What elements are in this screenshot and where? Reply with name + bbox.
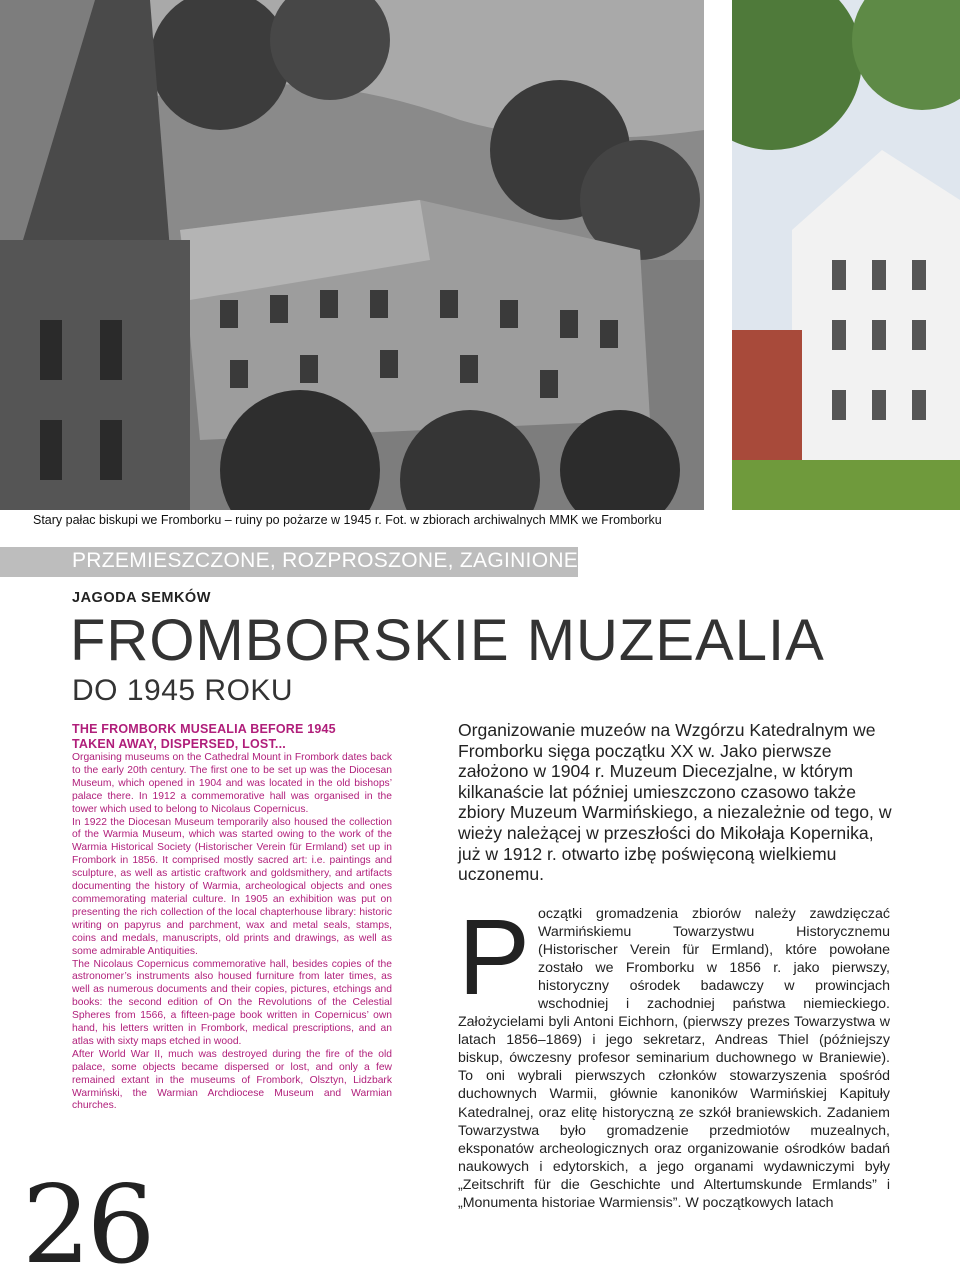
photo-caption: Stary pałac biskupi we Fromborku – ruiny po pożarze w 1945 r. Fot. w zbiorach archiwalnych MMK we Fromborku bbox=[33, 513, 662, 527]
english-subheading: TAKEN AWAY, DISPERSED, LOST... bbox=[72, 737, 286, 751]
english-paragraph: After World War II, much was destroyed during the fire of the old palace, some objects became dispersed or lost, and only a few remained extant in the museums of Frombork, Olsztyn, Lidzbark Warmiński, the Warmian Archdiocese Museum and Warmian churches. bbox=[72, 1048, 392, 1112]
palace-photo bbox=[732, 0, 960, 510]
page-number: 26 bbox=[22, 1163, 152, 1288]
drop-cap: P bbox=[458, 896, 531, 1017]
section-title: PRZEMIESZCZONE, ROZPROSZONE, ZAGINIONE… bbox=[72, 549, 600, 572]
body-paragraph: oczątki gromadzenia zbiorów należy zawdzięczać Warmińskiemu Towarzystwu Historycznemu (Historischer Verein für Ermland), które powołane zostało we Fromborku w 1856 r. jako pierwszy, historyczny ośrodek badawczy w prowincjach wschodniej i zachodniej państwa niemieckiego. Założycielami byli Antoni Eichhorn, (pierwszy prezes Towarzystwa w latach 1856–1869) i jego sekretarz, Andreas Thiel (późniejszy biskup, ówczesny profesor seminarium duchownego w Braniewie). To oni wybrali pierwszych członków stowarzyszenia spośród duchownych Warmii, głównie kanoników Warmińskiej Kapituły Katedralnej, oraz elitę historyczną ze szkół braniewskich. Zadaniem Towarzystwa było gromadzenie przedmiotów muzealnych, eksponatów archeologicznych oraz organizowanie ośrodków badań naukowych i edytorskich, a jego organami wydawniczymi były „Zeitschrift für die Geschichte und Altertumskunde Ermlands” i „Monumenta historiae Warmiensis”. W początkowych latach bbox=[458, 906, 890, 1211]
english-paragraph: Organising museums on the Cathedral Mount in Frombork dates back to the early 20th century. The first one to be set up was the Diocesan Museum, which opened in 1904 and was located in the old bishops’ palace there. In 1912 a commemorative hall was organised in the tower which used to belong to Nicolaus Copernicus. bbox=[72, 752, 392, 815]
ruins-photo bbox=[0, 0, 704, 510]
article-subtitle: DO 1945 ROKU bbox=[72, 674, 294, 707]
lead-paragraph: Organizowanie muzeów na Wzgórzu Katedralnym we Fromborku sięga początku XX w. Jako pierwsze założono w 1904 r. Muzeum Diecezjalne, w którym kilkanaście lat później umieszczono czasowo także zbiory Muzeum Warmińskiego, a niezależnie od tego, w wieży należącej w przeszłości do Mikołaja Kopernika, już w 1912 r. otwarto izbę poświęconą wielkiemu uczonemu. bbox=[458, 720, 892, 885]
english-summary bbox=[72, 722, 392, 1113]
english-heading: THE FROMBORK MUSEALIA BEFORE 1945 bbox=[72, 722, 336, 736]
article-title: FROMBORSKIE MUZEALIA bbox=[70, 608, 825, 673]
english-paragraph: The Nicolaus Copernicus commemorative hall, besides copies of the astronomer’s instruments also housed furniture from later times, as well as numerous documents and their copies, pictures, etchings and books: the second edition of On the Revolutions of the Celestial Spheres from 1566, a fifteen-page book written in Copernicus’ own hand, his letters written in Frombork, medical prescriptions, and an atlas with sixty maps etched in wood. bbox=[72, 958, 392, 1047]
author-name: JAGODA SEMKÓW bbox=[72, 590, 211, 606]
body-text bbox=[458, 896, 890, 1212]
english-paragraph: In 1922 the Diocesan Museum temporarily also housed the collection of the Warmia Museum, which was started owing to the work of the Warmia Historical Society (Historischer Verein für Ermland) set up in Frombork in 1856. It comprised mostly sacred art: i.e. paintings and sculpture, as well as artistic craftwork and goldsmithery, and artifacts documenting the history of Warmia, archeological objects and ones commemorating material culture. In 1905 an exhibition was put on presenting the rich collection of the local chapterhouse library: historic writing on papyrus and parchment, wax and metal seals, stamps, coins and medals, manuscripts, old prints and drawings, as well as some admirable Antiquities. bbox=[72, 816, 392, 957]
